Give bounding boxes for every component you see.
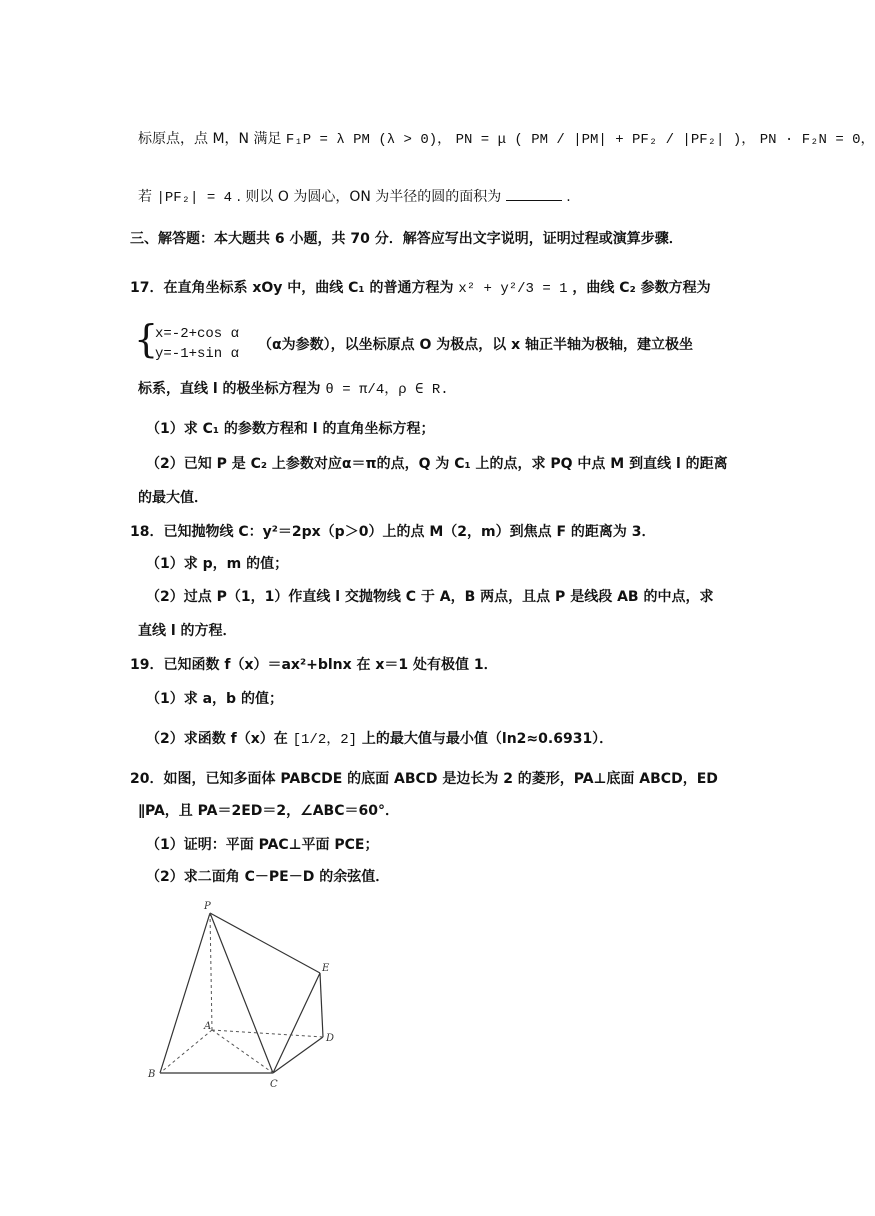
line2-prefix: 若 [138, 189, 152, 205]
q20-sub1: （1）证明：平面 PAC⊥平面 PCE； [146, 837, 379, 853]
q17-line3-text: 标系，直线 l 的极坐标方程为 [138, 381, 321, 397]
q19-sub2-post: 上的最大值与最小值（ln2≈0.6931）． [361, 731, 614, 747]
q19-sub1: （1）求 a，b 的值； [146, 691, 283, 707]
q19-sub2 [146, 728, 740, 748]
label-E: E [322, 963, 330, 974]
vector-expr-3: PN · F₂N = 0， [759, 132, 875, 148]
edge-AB [160, 1030, 212, 1073]
q20-line2: ∥PA，且 PA＝2ED＝2，∠ABC＝60°． [138, 803, 399, 819]
line2-suffix: . [566, 189, 571, 205]
q17-param-x: x=-2+cos α [155, 326, 240, 342]
q17-line3 [138, 378, 740, 398]
q19-interval: [1/2，2] [292, 732, 358, 748]
edge-PA [210, 913, 212, 1030]
label-P: P [204, 901, 211, 912]
q17-line1-text: 17．在直角坐标系 xOy 中，曲线 C₁ 的普通方程为 [130, 280, 454, 296]
q17-line1-end: ，曲线 C₂ 参数方程为 [572, 280, 711, 296]
edge-AC [212, 1030, 273, 1073]
answer-blank [506, 188, 562, 201]
q19-sub2-pre: （2）求函数 f（x）在 [146, 731, 288, 747]
q18-line1: 18．已知抛物线 C：y²＝2px（p＞0）上的点 M（2，m）到焦点 F 的距离为 3． [130, 524, 656, 540]
q17-sub2a: （2）已知 P 是 C₂ 上参数对应α＝π的点，Q 为 C₁ 上的点，求 PQ 中点 M 到直线 l 的距离 [146, 456, 728, 472]
label-D: D [326, 1033, 335, 1044]
q17-sub1: （1）求 C₁ 的参数方程和 l 的直角坐标方程； [146, 421, 435, 437]
edge-PC [210, 913, 273, 1073]
polyhedron-figure [140, 895, 360, 1095]
section-heading: 三、解答题：本大题共 6 小题，共 70 分．解答应写出文字说明，证明过程或演算步骤． [130, 231, 683, 247]
param-brace: { [134, 317, 159, 361]
line-circle-area [138, 186, 740, 206]
edge-EC [273, 973, 320, 1073]
edge-PE [210, 913, 320, 973]
q18-sub2a: （2）过点 P（1，1）作直线 l 交抛物线 C 于 A，B 两点，且点 P 是线段 AB 的中点，求 [146, 589, 714, 605]
q18-sub1: （1）求 p，m 的值； [146, 556, 289, 572]
q17-line2-end: （α为参数），以坐标原点 O 为极点，以 x 轴正半轴为极轴，建立极坐 [258, 337, 694, 353]
edge-AD [212, 1030, 323, 1037]
q20-line1: 20．如图，已知多面体 PABCDE 的底面 ABCD 是边长为 2 的菱形，PA⊥底面 ABCD，ED [130, 771, 718, 787]
label-A: A [204, 1021, 212, 1032]
label-B: B [148, 1069, 156, 1080]
line2-text: . 则以 O 为圆心，ON 为半径的圆的面积为 [236, 189, 502, 205]
q17-sub2b: 的最大值． [138, 490, 208, 506]
q17-polar: θ = π/4，ρ ∈ R. [325, 382, 449, 398]
edge-DC [273, 1037, 323, 1073]
q17-line1 [130, 277, 740, 297]
q19-line1: 19．已知函数 f（x）＝ax²+blnx 在 x＝1 处有极值 1． [130, 657, 498, 673]
vector-expr-1: F₁P = λ PM (λ > 0)， [285, 132, 452, 148]
line-vector-conditions [138, 128, 875, 148]
edge-ED [320, 973, 323, 1037]
edge-PB [160, 913, 210, 1073]
vector-expr-2: PN = μ ( PM / |PM| + PF₂ / |PF₂| )， [455, 132, 756, 148]
label-C: C [270, 1079, 278, 1090]
q17-param-y: y=-1+sin α [155, 346, 240, 362]
line1-prefix: 标原点，点 M，N 满足 [138, 131, 282, 147]
q18-sub2b: 直线 l 的方程． [138, 623, 237, 639]
abs-pf2: |PF₂| = 4 [156, 190, 233, 206]
q17-eq1: x² + y²/3 = 1 [458, 281, 568, 297]
q20-sub2: （2）求二面角 C－PE－D 的余弦值． [146, 869, 390, 885]
